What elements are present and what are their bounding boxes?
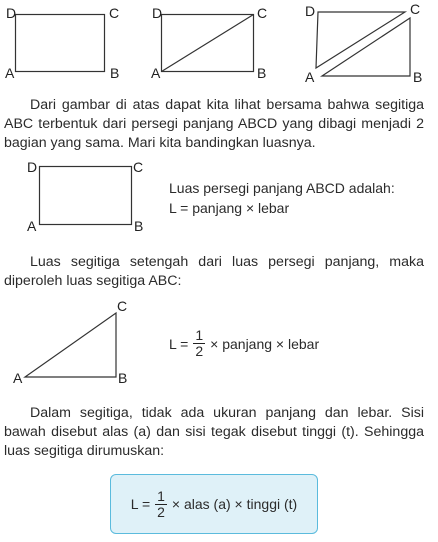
vertex-a-label: A: [13, 370, 23, 386]
formula-prefix: L =: [169, 335, 189, 352]
formula-prefix: L =: [130, 496, 151, 512]
fraction-numerator: 1: [157, 487, 165, 504]
rectangle-area-formula: L = panjang × lebar: [169, 200, 290, 216]
triangle-area-main-formula: [131, 489, 297, 520]
triangle-half-paragraph: Luas segitiga setengah dari luas persegi panjang, maka diperoleh luas segitiga ABC:: [4, 254, 424, 289]
intro-paragraph: Dari gambar di atas dapat kita lihat bersama bahwa segitiga ABC terbentuk dari persegi panjang ABCD yang dibagi menjadi 2 bagian yang sama. Mari kita bandingkan luasnya.: [4, 97, 424, 151]
formula-suffix: × alas (a) × tinggi (t): [171, 496, 298, 512]
triangle-formula-box: [110, 474, 318, 534]
vertex-d-label: D: [152, 5, 163, 21]
vertex-a-label: A: [305, 69, 315, 85]
triangle-area-formula: [169, 328, 319, 359]
vertex-c-label: C: [117, 298, 128, 314]
vertex-c-label: C: [133, 159, 144, 175]
vertex-d-label: D: [6, 5, 17, 21]
fraction-denominator: 2: [195, 343, 204, 359]
vertex-c-label: C: [257, 5, 268, 21]
triangle-abc-shape: [25, 313, 116, 377]
base-height-paragraph: Dalam segitiga, tidak ada ukuran panjang dan lebar. Sisi bawah disebut alas (a) dan sisi tegak disebut tinggi (t). Sehingga luas segitiga dirumuskan:: [4, 405, 424, 459]
vertex-a-label: A: [151, 65, 161, 81]
fraction-numerator: 1: [195, 327, 204, 343]
vertex-d-label: D: [305, 3, 316, 19]
one-half-fraction: [193, 328, 205, 359]
vertex-c-label: C: [410, 1, 421, 17]
fraction-denominator: 2: [157, 503, 165, 520]
rectangle-area-heading: Luas persegi panjang ABCD adalah:: [169, 180, 395, 196]
vertex-b-label: B: [257, 65, 267, 81]
formula-suffix: × panjang × lebar: [210, 335, 320, 352]
vertex-b-label: B: [110, 65, 120, 81]
vertex-b-label: B: [413, 69, 423, 85]
vertex-a-label: A: [27, 218, 37, 234]
vertex-c-label: C: [109, 5, 120, 21]
vertex-d-label: D: [27, 159, 38, 175]
vertex-b-label: B: [134, 218, 144, 234]
one-half-fraction: [155, 489, 167, 520]
vertex-a-label: A: [5, 65, 15, 81]
vertex-b-label: B: [118, 370, 128, 386]
